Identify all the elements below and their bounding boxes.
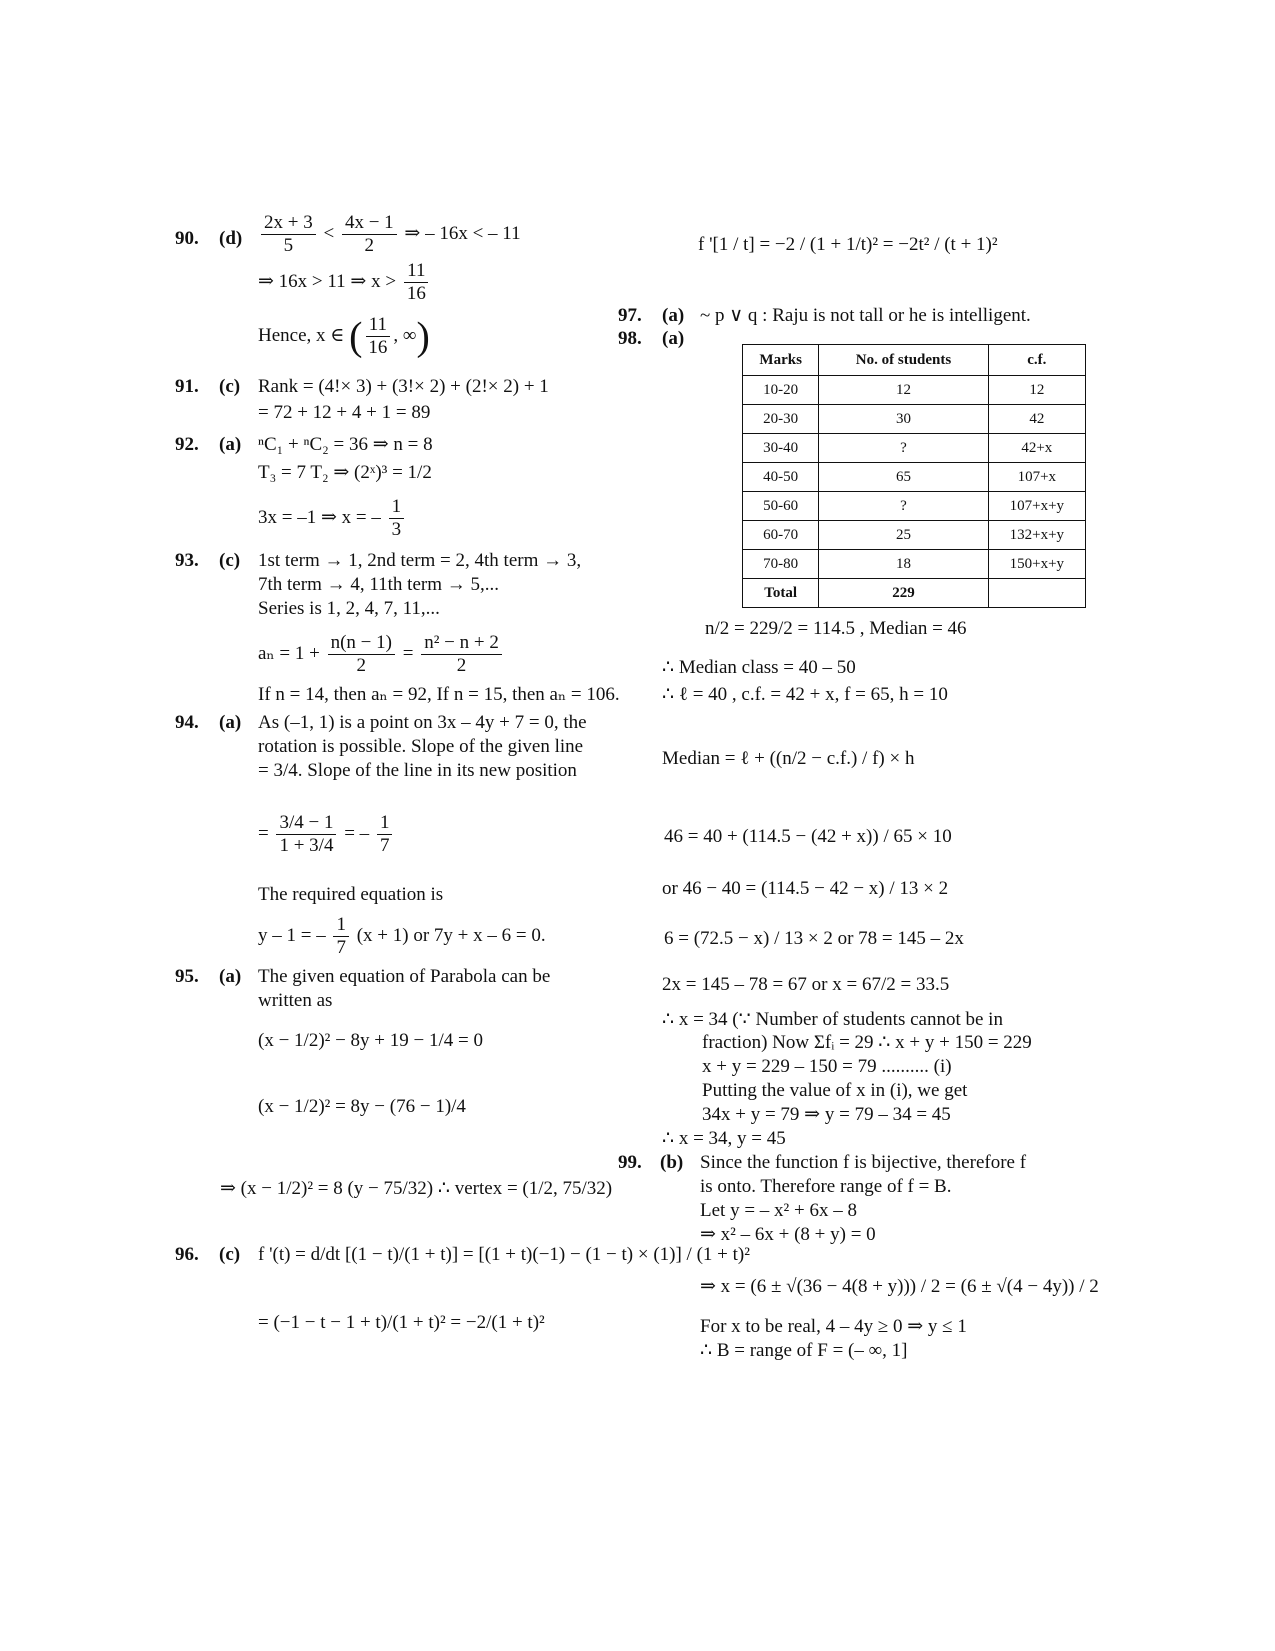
question-number: 96. [175,1244,199,1265]
frequency-table [742,344,1086,608]
answer-option: (a) [219,966,242,987]
answer-option: (a) [219,712,242,733]
table-header-row [743,345,1086,376]
q98-line4: Median = ℓ + ((n/2 − c.f.) / f) × h [662,748,915,769]
question-number: 94. [175,712,199,733]
q96-eq2: = (−1 − t − 1 + t)/(1 + t)² = −2/(1 + t)² [258,1312,545,1333]
answer-option: (b) [660,1152,684,1173]
q98-line6: or 46 − 40 = (114.5 − 42 − x) / 13 × 2 [662,878,949,899]
q93-line5: If n = 14, then aₙ = 92, If n = 15, then aₙ = 106. [258,684,620,705]
question-number: 95. [175,966,199,987]
table-cell: 42+x [988,434,1085,463]
table-cell: 50-60 [743,492,819,521]
q92-line3: 3x = –1 ⇒ x = – $\frac{1}{3}$ [258,496,407,541]
q96-eq3: f '[1 / t] = −2 / (1 + 1/t)² = −2t² / (t + 1)² [698,234,998,255]
column-header: Marks [743,345,819,376]
q95-eq2: (x − 1/2)² = 8y − (76 − 1)/4 [258,1096,466,1117]
q98-line14: ∴ x = 34, y = 45 [662,1128,786,1149]
q94-line5: y – 1 = – $\frac{1}{7}$ (x + 1) or 7y + x – 6 = 0. [258,914,546,958]
question-number: 90. [175,228,199,249]
q93-line2: 7th term → 4, 11th term → 5,... [258,574,499,595]
table-cell: ? [819,434,988,463]
column-header: No. of students [819,345,988,376]
table-cell: Total [743,579,819,608]
q95-eq3: ⇒ (x − 1/2)² = 8 (y − 75/32) ∴ vertex = (1/2, 75/32) [220,1178,613,1199]
answer-option: (c) [219,1244,241,1265]
table-cell: 20-30 [743,405,819,434]
fraction: $\frac{3/4 - 1}{1 + 3/4}$ [276,812,336,857]
q99-line7: ∴ B = range of F = (– ∞, 1] [700,1340,908,1361]
table-row [743,405,1086,434]
fraction: $\frac{11}{16}$ [404,260,429,305]
q95-line1: The given equation of Parabola can be [258,966,551,987]
q98-line11: x + y = 229 – 150 = 79 .......... (i) [702,1056,952,1077]
table-cell: ? [819,492,988,521]
question-number: 98. [618,328,642,349]
q94-line3: = 3/4. Slope of the line in its new position [258,760,577,781]
table-cell: 65 [819,463,988,492]
q98-line8: 2x = 145 – 78 = 67 or x = 67/2 = 33.5 [662,974,950,995]
q98-line13: 34x + y = 79 ⇒ y = 79 – 34 = 45 [702,1104,951,1125]
table-cell: 12 [988,376,1085,405]
q94-line4: The required equation is [258,884,444,905]
q98-line12: Putting the value of x in (i), we get [702,1080,968,1101]
q99-line4: ⇒ x² – 6x + (8 + y) = 0 [700,1224,876,1245]
table-cell: 70-80 [743,550,819,579]
q98-line9: ∴ x = 34 (∵ Number of students cannot be in [662,1009,1003,1030]
table-cell: 10-20 [743,376,819,405]
table-cell: 30-40 [743,434,819,463]
q98-line2: ∴ Median class = 40 – 50 [662,657,856,678]
answer-option: (a) [219,434,242,455]
table-row [743,376,1086,405]
question-number: 99. [618,1152,642,1173]
fraction: $\frac{1}{3}$ [389,496,405,541]
q90-line1: $\frac{2x + 3}{5}$ < $\frac{4x - 1}{2}$ ⇒ – 16x < – 11 [258,212,521,257]
q99-line5: ⇒ x = (6 ± √(36 − 4(8 + y))) / 2 = (6 ± √(4 − 4y)) / 2 [700,1276,1099,1297]
answer-option: (c) [219,376,241,397]
q99-line1: Since the function f is bijective, therefore f [700,1152,1027,1173]
table-cell: 150+x+y [988,550,1085,579]
answer-option: (a) [662,328,685,349]
q97-text: ~ p ∨ q : Raju is not tall or he is intelligent. [700,305,1031,326]
table-row [743,550,1086,579]
table-row [743,463,1086,492]
q95-eq1: (x − 1/2)² − 8y + 19 − 1/4 = 0 [258,1030,483,1051]
q99-line2: is onto. Therefore range of f = B. [700,1176,952,1197]
fraction: $\frac{4x - 1}{2}$ [342,212,397,257]
q94-line2: rotation is possible. Slope of the given line [258,736,584,757]
q98-line10: fraction) Now Σfᵢ = 29 ∴ x + y + 150 = 229 [702,1032,1032,1053]
q94-slope: = $\frac{3/4 - 1}{1 + 3/4}$ = – $\frac{1}{7}$ [258,812,395,857]
fraction: $\frac{n(n - 1)}{2}$ [328,632,395,677]
q98-line5: 46 = 40 + (114.5 − (42 + x)) / 65 × 10 [664,826,952,847]
q99-line6: For x to be real, 4 – 4y ≥ 0 ⇒ y ≤ 1 [700,1316,967,1337]
q92-line2: T₃ = 7 T₂ ⇒ (2ˣ)³ = 1/2 [258,462,432,483]
table-cell: 30 [819,405,988,434]
q99-line3: Let y = – x² + 6x – 8 [700,1200,857,1221]
column-header: c.f. [988,345,1085,376]
q98-line1: n/2 = 229/2 = 114.5 , Median = 46 [705,618,967,639]
q98-line7: 6 = (72.5 − x) / 13 × 2 or 78 = 145 – 2x [664,928,964,949]
table-cell: 60-70 [743,521,819,550]
answer-option: (c) [219,550,241,571]
table-row [743,521,1086,550]
q91-line2: = 72 + 12 + 4 + 1 = 89 [258,402,431,423]
q90-line3: Hence, x ∈ ( $\frac{11}{16}$ , ∞) [258,313,430,359]
table-cell: 229 [819,579,988,608]
q93-line1: 1st term → 1, 2nd term = 2, 4th term → 3, [258,550,582,571]
table-cell: 40-50 [743,463,819,492]
answer-option: (a) [662,305,685,326]
fraction: $\frac{11}{16}$ [365,314,390,359]
question-number: 97. [618,305,642,326]
answer-option: (d) [219,228,243,249]
table-total-row [743,579,1086,608]
q98-line3: ∴ ℓ = 40 , c.f. = 42 + x, f = 65, h = 10 [662,684,948,705]
table-cell: 42 [988,405,1085,434]
question-number: 93. [175,550,199,571]
table-row [743,434,1086,463]
table-cell: 107+x [988,463,1085,492]
question-number: 92. [175,434,199,455]
table-cell: 25 [819,521,988,550]
table-cell: 107+x+y [988,492,1085,521]
fraction: $\frac{2x + 3}{5}$ [261,212,316,257]
table-row [743,492,1086,521]
q93-line4: aₙ = 1 + $\frac{n(n - 1)}{2}$ = $\frac{\text{n² − n + 2}}{2}$ [258,632,505,677]
question-number: 91. [175,376,199,397]
table-cell: 132+x+y [988,521,1085,550]
q91-line1: Rank = (4!× 3) + (3!× 2) + (2!× 2) + 1 [258,376,549,397]
table-cell: 12 [819,376,988,405]
table-cell: 18 [819,550,988,579]
q90-line2: ⇒ 16x > 11 ⇒ x > $\frac{11}{16}$ [258,260,432,305]
fraction: $\frac{\text{n² − n + 2}}{2}$ [421,632,502,677]
fraction: $\frac{1}{7}$ [377,812,393,857]
q92-line1: ⁿC₁ + ⁿC₂ = 36 ⇒ n = 8 [258,434,433,455]
q95-line2: written as [258,990,333,1011]
fraction: $\frac{1}{7}$ [333,914,349,959]
q96-eq1: f '(t) = d/dt [(1 − t)/(1 + t)] = [(1 + t)(−1) − (1 − t) × (1)] / (1 + t)² [258,1244,750,1265]
q93-line3: Series is 1, 2, 4, 7, 11,... [258,598,440,619]
q94-line1: As (–1, 1) is a point on 3x – 4y + 7 = 0, the [258,712,587,733]
table-cell [988,579,1085,608]
